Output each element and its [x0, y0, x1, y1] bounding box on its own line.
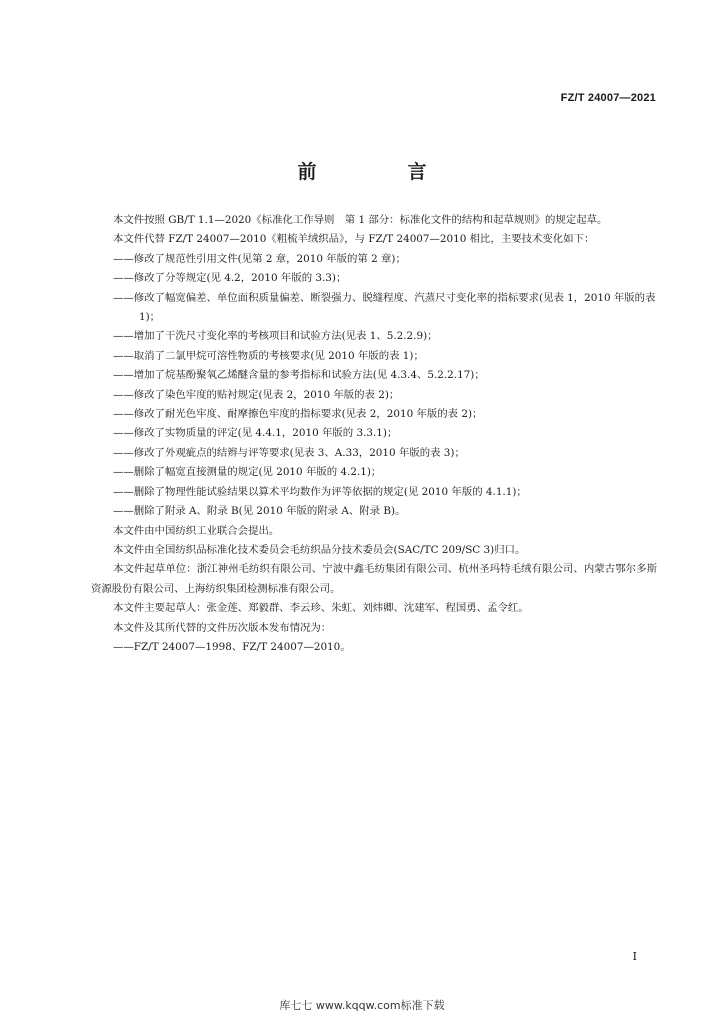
change-item: ——修改了幅宽偏差、单位面积质量偏差、断裂强力、脱缝程度、汽蒸尺寸变化率的指标要求(见表 1，2010 年版的表 1)； — [113, 291, 656, 324]
paragraph-drafters: 本文件主要起草人：张金莲、郑毅群、李云珍、朱虹、刘炜卿、沈建军、程国勇、孟令红。 — [113, 602, 529, 615]
history-item: ——FZ/T 24007—1998、FZ/T 24007—2010。 — [113, 640, 351, 653]
change-item: ——修改了外观疵点的结辫与评等要求(见表 3、A.33，2010 年版的表 3)； — [113, 446, 465, 459]
change-item: ——修改了染色牢度的贴衬规定(见表 2，2010 年版的表 2)； — [113, 388, 400, 401]
standard-code: FZ/T 24007—2021 — [560, 92, 656, 104]
change-item: ——删除了物理性能试验结果以算术平均数作为评等依据的规定(见 2010 年版的 4.1.1)； — [113, 485, 527, 498]
paragraph-drafting-units: 本文件起草单位：浙江神州毛纺织有限公司、宁波中鑫毛纺集团有限公司、杭州圣玛特毛绒有限公司、内蒙古鄂尔多斯资源股份有限公司、上海纺织集团检测标准有限公司。 — [91, 563, 657, 595]
page-title: 前 言 — [297, 161, 463, 183]
paragraph-replaces: 本文件代替 FZ/T 24007—2010《粗梳羊绒织品》，与 FZ/T 24007—2010 相比，主要技术变化如下： — [113, 233, 595, 246]
paragraph-under-jurisdiction: 本文件由全国纺织品标准化技术委员会毛纺织品分技术委员会(SAC/TC 209/SC 3)归口。 — [113, 543, 526, 556]
change-item: ——修改了规范性引用文件(见第 2 章，2010 年版的第 2 章)； — [113, 252, 406, 265]
watermark-link[interactable]: 库七七 www.kqqw.com标准下载 — [279, 999, 445, 1012]
change-item: ——修改了耐光色牢度、耐摩擦色牢度的指标要求(见表 2，2010 年版的表 2)； — [113, 408, 483, 421]
change-item: ——取消了二氯甲烷可溶性物质的考核要求(见 2010 年版的表 1)； — [113, 349, 424, 362]
paragraph-drafting-rules: 本文件按照 GB/T 1.1—2020《标准化工作导则 第 1 部分：标准化文件的结构和起草规则》的规定起草。 — [113, 214, 608, 226]
change-item: ——删除了幅宽直接测量的规定(见 2010 年版的 4.2.1)； — [113, 466, 382, 479]
change-item: ——修改了分等规定(见 4.2，2010 年版的 3.3)； — [113, 272, 347, 285]
page-number: I — [632, 950, 637, 963]
foreword-body — [91, 211, 657, 657]
paragraph-history: 本文件及其所代替的文件历次版本发布情况为： — [113, 621, 332, 634]
change-item: ——增加了干洗尺寸变化率的考核项目和试验方法(见表 1、5.2.2.9)； — [113, 330, 438, 343]
change-item: ——修改了实物质量的评定(见 4.4.1，2010 年版的 3.3.1)； — [113, 427, 398, 440]
paragraph-proposed-by: 本文件由中国纺织工业联合会提出。 — [113, 524, 280, 537]
change-item: ——删除了附录 A、附录 B(见 2010 年版的附录 A、附录 B)。 — [113, 505, 406, 518]
change-item: ——增加了烷基酚聚氧乙烯醚含量的参考指标和试验方法(见 4.3.4、5.2.2.17)； — [113, 369, 485, 382]
